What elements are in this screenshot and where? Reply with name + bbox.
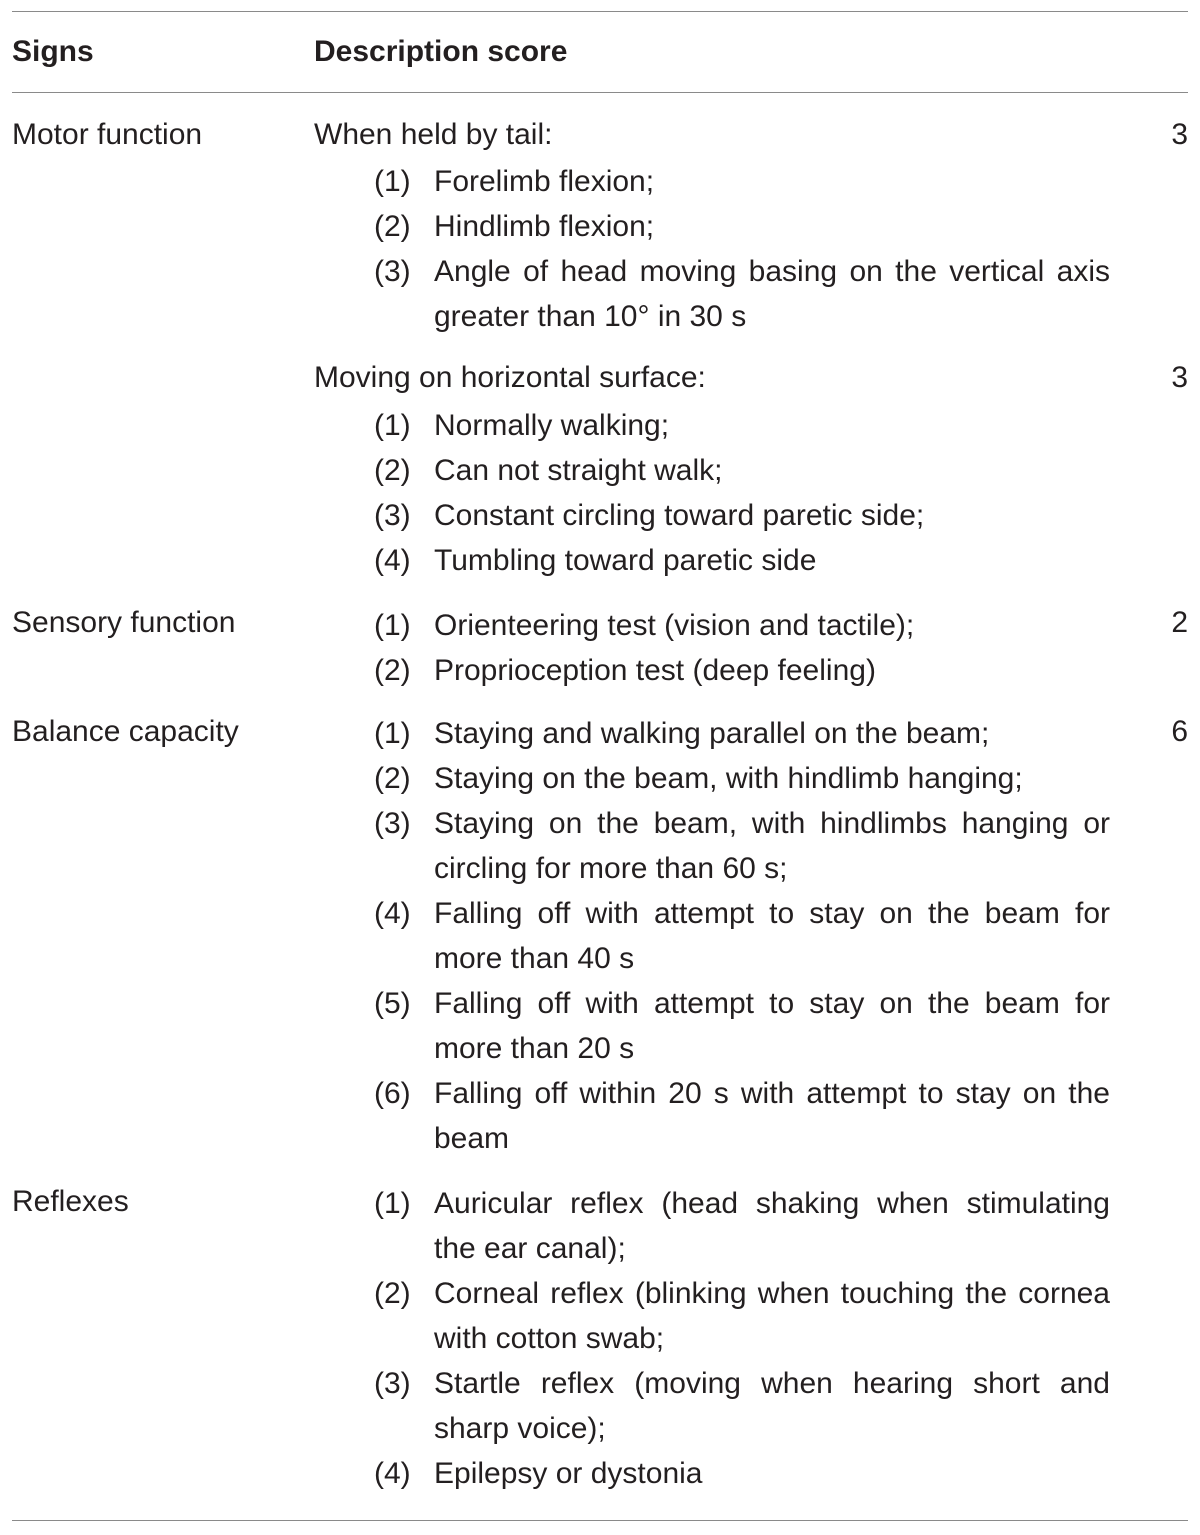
item-text: Falling off with attempt to stay on the beam for more than 20 s [434,987,1110,1065]
score-value: 3 [1171,361,1188,394]
sign-label: Balance capacity [12,715,239,748]
score-value: 2 [1171,606,1188,639]
list-item [374,756,1110,801]
list-item [374,1071,1110,1161]
item-text: Orienteering test (vision and tactile); [434,609,915,642]
item-number: (3) [374,1367,411,1400]
item-text: Forelimb flexion; [434,165,655,198]
item-number: (2) [374,210,411,243]
item-list [374,711,1110,1161]
item-text: Tumbling toward paretic side [434,544,817,577]
group-intro: Moving on horizontal surface: [314,361,706,394]
header-description-score: Description score [314,35,568,68]
item-number: (5) [374,987,411,1020]
item-number: (3) [374,255,411,288]
item-number: (4) [374,544,411,577]
list-item [374,448,1110,493]
item-list [374,603,1110,693]
item-list [374,1181,1110,1496]
item-text: Startle reflex (moving when hearing short and sharp voice); [434,1367,1110,1445]
list-item [374,981,1110,1071]
item-number: (1) [374,1187,411,1220]
list-item [374,648,1110,693]
list-item [374,403,1110,448]
item-number: (6) [374,1077,411,1110]
list-item [374,538,1110,583]
item-number: (3) [374,499,411,532]
list-item [374,801,1110,891]
list-item [374,603,1110,648]
item-text: Proprioception test (deep feeling) [434,654,876,687]
item-number: (1) [374,409,411,442]
list-item [374,493,1110,538]
list-item [374,159,1110,204]
item-number: (1) [374,165,411,198]
item-number: (1) [374,717,411,750]
item-list [374,403,1110,583]
header-signs: Signs [12,35,94,68]
item-text: Corneal reflex (blinking when touching the cornea with cotton swab; [434,1277,1110,1355]
list-item [374,891,1110,981]
sign-label: Sensory function [12,606,236,639]
item-text: Normally walking; [434,409,670,442]
list-item [374,1361,1110,1451]
item-number: (2) [374,454,411,487]
list-item [374,1181,1110,1271]
list-item [374,1451,1110,1496]
item-number: (2) [374,654,411,687]
item-text: Staying on the beam, with hindlimbs hanging or circling for more than 60 s; [434,807,1110,885]
item-number: (2) [374,762,411,795]
table-bottom-rule [12,1520,1188,1521]
item-text: Falling off within 20 s with attempt to stay on the beam [434,1077,1110,1155]
list-item [374,711,1110,756]
score-value: 3 [1171,118,1188,151]
item-text: Staying and walking parallel on the beam; [434,717,990,750]
item-text: Constant circling toward paretic side; [434,499,925,532]
table-top-rule [12,11,1188,12]
item-text: Hindlimb flexion; [434,210,655,243]
item-number: (3) [374,807,411,840]
item-number: (4) [374,897,411,930]
item-text: Can not straight walk; [434,454,723,487]
sign-label: Motor function [12,118,203,151]
group-intro: When held by tail: [314,118,553,151]
item-text: Staying on the beam, with hindlimb hanging; [434,762,1023,795]
item-number: (4) [374,1457,411,1490]
score-value: 6 [1171,715,1188,748]
item-list [374,159,1110,339]
list-item [374,249,1110,339]
list-item [374,204,1110,249]
item-number: (1) [374,609,411,642]
item-text: Angle of head moving basing on the vertical axis greater than 10° in 30 s [434,255,1110,333]
item-number: (2) [374,1277,411,1310]
sign-label: Reflexes [12,1185,129,1218]
item-text: Auricular reflex (head shaking when stimulating the ear canal); [434,1187,1110,1265]
item-text: Epilepsy or dystonia [434,1457,703,1490]
item-text: Falling off with attempt to stay on the beam for more than 40 s [434,897,1110,975]
list-item [374,1271,1110,1361]
table-header-rule [12,92,1188,93]
